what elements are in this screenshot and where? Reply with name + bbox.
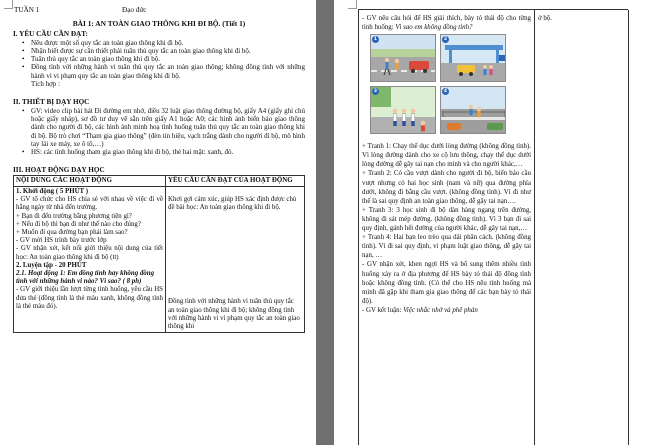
activities-cell xyxy=(359,10,535,445)
list-item: + Muốn đi qua đường bạn phải làm sao? xyxy=(16,228,128,236)
situation-2: + Tranh 2: Có cầu vượt dành cho người đi bộ, biển báo cầu vượt nhưng có hai học sinh (nam và nữ) qua đường phía dưới, không đi bằng cầu vượt. (không đồng tình). Vì đi như thế là sai quy định an toàn giao thông, dễ gây tai nạn…. xyxy=(362,170,531,205)
part1-heading: 1. Khởi động ( 5 PHÚT ) xyxy=(16,187,89,195)
activities-cell xyxy=(14,186,166,332)
panel-number: 2 xyxy=(443,37,448,43)
list-item: + Nếu đi bộ thì bạn đi như thế nào cho đúng? xyxy=(16,220,141,228)
illustration-panel-2 xyxy=(440,34,506,82)
illustration-panel-4 xyxy=(440,86,506,134)
conclusion-label: - GV kết luận: xyxy=(362,306,402,314)
activities-table xyxy=(13,175,305,333)
requirement-text: Khơi gợi cảm xúc, giúp HS xác định được chủ đề bài học: An toàn giao thông khi đi bộ. xyxy=(168,195,297,212)
activity1-heading: 2.1. Hoạt động 1: Em đồng tình hay không đồng tình với những hành vi nào? Vì sao? ( 8 ph) xyxy=(16,269,155,286)
list-item: • Đồng tình với những hành vi tuân thủ quy tắc an toàn giao thông; không đồng tình với những hành vi vi phạm quy tắc an toàn giao thông khi đi bộ. xyxy=(31,63,305,80)
lesson-content xyxy=(13,20,305,333)
panel-number: 3 xyxy=(373,89,378,95)
section-heading-requirements: I. YÊU CẦU CẦN ĐẠT: xyxy=(13,30,88,39)
section-heading-activities: III. HOẠT ĐỘNG DẠY HỌC xyxy=(13,166,105,175)
panel-number: 1 xyxy=(373,37,378,43)
list-item: • HS: các tình huống tham gia giao thông khi đi bộ, thẻ hai mặt: xanh, đỏ. xyxy=(31,148,305,156)
illustration-panel-3 xyxy=(370,86,436,134)
illustration-panel-1 xyxy=(370,34,436,82)
requirement-text: Đồng tình với những hành vi tuân thủ quy tắc an toàn giao thông khi đi bộ; không đồng tình với những hành vi vi phạm quy tắc an toàn giao thông khi xyxy=(168,298,300,330)
table-header-content: NỘI DUNG CÁC HOẠT ĐỘNG xyxy=(14,175,166,186)
situation-3: + Tranh 3: 3 học sinh đi bộ dàn hàng ngang trên đường, không đi sát mép đường. (không đồng tình). Vì 3 bạn đi sai quy định, gánh hết đường của người khác, dễ gây tai nạn,… xyxy=(362,206,531,233)
requirements-list xyxy=(13,39,305,80)
week-label: TUẦN 1 xyxy=(14,6,40,14)
list-item: - GV tổ chức cho HS chia sẻ với nhau về việc đi về hằng ngày từ nhà đến trường. xyxy=(16,196,163,212)
left-page xyxy=(0,0,316,445)
overpass-image xyxy=(441,35,506,82)
section-heading-equipment: II. THIẾT BỊ DẠY HỌC xyxy=(13,98,90,107)
list-item: + Bạn đi đến trường bằng phương tiện gì? xyxy=(16,212,132,220)
climbing-divider-image xyxy=(441,87,506,134)
integration-note: Tích hợp : xyxy=(31,80,60,89)
panel-number: 4 xyxy=(443,89,448,95)
list-item: - GV mời HS trình bày trước lớp xyxy=(16,237,107,245)
requirement-text: ở bộ. xyxy=(538,15,552,22)
equipment-list xyxy=(13,107,305,157)
requirements-cell xyxy=(166,186,305,332)
table-header-requirements: YÊU CẦU CẦN ĐẠT CỦA HOẠT ĐỘNG xyxy=(166,175,305,186)
right-page xyxy=(334,0,650,445)
situation-1: + Tranh 1: Chạy thể dục dưới lòng đường (không đồng tình). Vì lòng đường dành cho xe cộ lưu thông, chạy thể dục dưới lòng đường dễ gây tai nạn cho mình và cho người khác,… xyxy=(362,143,531,169)
list-item: • GV: video clip bài hát Đi đường em nhớ, điều 32 luật giao thông đường bộ, giấy A4 (giấy ghi chú hoặc giấy nháp), sơ đồ tư duy vẽ sẵn trên giấy A1 hoặc A0; các hình ảnh biển báo giao thông dành cho người đi bộ, các hình ảnh minh hoạ tình huống tuân thủ quy tắc an toàn giao thông khi đi bộ. Bộ trò chơi “Tham gia giao thông” (đèn tín hiệu, vạch trắng dành cho người đi bộ, mô hình tay lái xe máy, xe ô tô,…) xyxy=(31,107,305,148)
intro-question: Vì sao em không đồng tình? xyxy=(395,24,473,32)
conclusion-text: Việc nhắc nhở và phê phán xyxy=(403,306,478,314)
intro-text: - GV nêu câu hỏi để HS giải thích, bày tỏ thái độ cho từng tình huống: xyxy=(362,15,531,32)
crop-mark xyxy=(4,0,13,9)
activities-table-continued xyxy=(358,9,628,445)
situation-4: + Tranh 4: Hai bạn leo trèo qua dải phân cách. (không đồng tình). Vì đi sai quy định, vi phạm luật giao thông, dễ gây tai nạn, … xyxy=(362,234,531,260)
intro-paragraph xyxy=(362,14,531,32)
list-item: • Nêu được một số quy tắc an toàn giao thông khi đi bộ. xyxy=(31,39,305,47)
part2-heading: 2. Luyện tập - 20 PHÚT xyxy=(16,261,87,269)
list-item: • Nhận biết được sự cần thiết phải tuân thủ quy tắc an toàn giao thông khi đi bộ. xyxy=(31,47,305,55)
crop-mark xyxy=(348,0,357,9)
running-on-road-image xyxy=(371,35,436,82)
teacher-conclusion xyxy=(362,306,531,315)
list-item: • Tuân thủ quy tắc an toàn giao thông khi đi bộ. xyxy=(31,55,305,63)
walking-abreast-image xyxy=(371,87,436,134)
requirements-cell xyxy=(535,10,629,445)
teacher-feedback: - GV nhận xét, khen ngợi HS và bổ sung thêm nhiều tình huống xảy ra ở địa phương để HS bày tỏ thái độ đồng tình hoặc không đồng tình. (Có thể cho HS nêu tình huống mà mình đã gặp khi tham gia giao thông để các bạn bày tỏ thái độ). xyxy=(362,261,531,305)
situation-illustrations xyxy=(370,34,510,138)
lesson-title: BÀI 1: AN TOÀN GIAO THÔNG KHI ĐI BỘ. (Tiết 1) xyxy=(72,19,246,28)
list-item: - GV nhận xét, kết nối giới thiệu nội dung của tiết học: An toàn giao thông khi đi bộ (tt) xyxy=(16,245,163,261)
subject-label: Đạo đức xyxy=(122,6,147,14)
list-item: - GV giới thiệu lần lượt từng tình huống, yêu cầu HS đưa thẻ (đồng tình là thẻ màu xanh, không đồng tình là thẻ màu đỏ). xyxy=(16,286,163,310)
